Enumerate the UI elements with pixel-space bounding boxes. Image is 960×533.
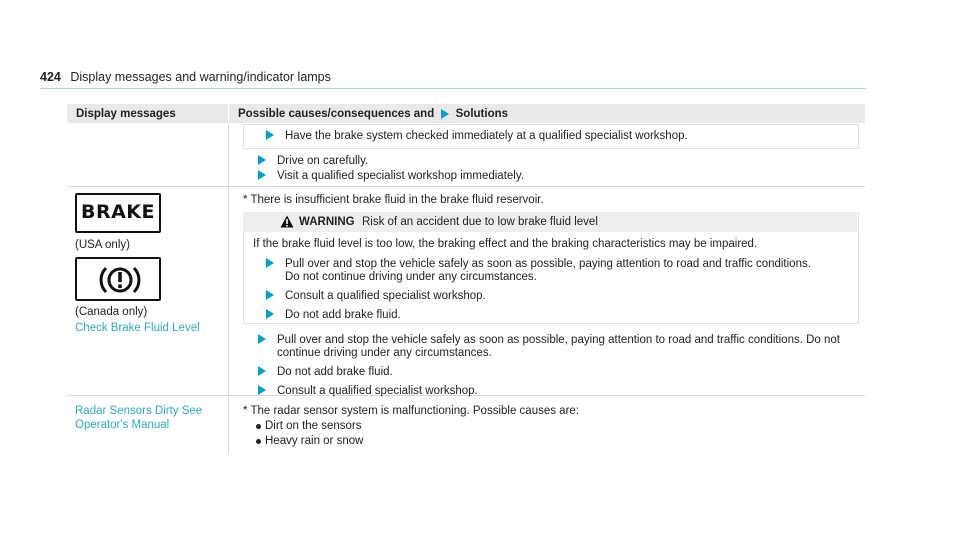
warning-label: WARNING [299,216,355,228]
row-divider [67,186,865,187]
step-text: Pull over and stop the vehicle safely as soon as possible, paying attention to road and traffic conditions. Do not [277,334,840,346]
bullet-icon [256,439,261,444]
step-text: Drive on carefully. [277,155,369,167]
arrow-icon [258,170,266,180]
arrow-icon [266,309,274,319]
header-divider [228,104,229,123]
page-header [40,70,331,84]
canada-only-label: (Canada only) [75,306,148,318]
page-title: Display messages and warning/indicator lamps [70,70,331,84]
col-header-causes-solutions: Possible causes/consequences and Solutions [238,108,509,120]
arrow-icon [258,366,266,376]
bullet-icon [256,424,261,429]
bullet-text: Dirt on the sensors [265,420,362,432]
arrow-icon [258,385,266,395]
col-header-display-messages: Display messages [76,108,176,120]
step-text: Pull over and stop the vehicle safely as soon as possible, paying attention to road and traffic conditions. [285,258,811,270]
bullet-text: Heavy rain or snow [265,435,364,447]
header-rule [40,88,866,89]
arrow-icon [441,109,449,119]
brake-icon-label: BRAKE [80,201,156,223]
arrow-icon [258,334,266,344]
step-text: Do not add brake fluid. [285,309,401,321]
table-header [67,104,865,123]
arrow-icon [266,258,274,268]
usa-only-label: (USA only) [75,239,130,251]
step-text: Do not add brake fluid. [277,366,393,378]
message-radar-sensors-dirty-continued[interactable]: Operator's Manual [75,419,170,431]
brake-fluid-warning-icon [75,257,161,301]
warning-triangle-icon [280,215,294,228]
arrow-icon [258,155,266,165]
arrow-icon [266,130,274,140]
step-text: Consult a qualified specialist workshop. [285,290,486,302]
step-text: Visit a qualified specialist workshop immediately. [277,170,524,182]
step-text: Consult a qualified specialist workshop. [277,385,478,397]
cause-text: * There is insufficient brake fluid in the brake fluid reservoir. [243,194,544,206]
message-radar-sensors-dirty[interactable]: Radar Sensors Dirty See [75,405,203,417]
step-text-continued: continue driving under any circumstances. [277,347,492,359]
page-number: 424 [40,70,61,84]
step-text: Have the brake system checked immediately at a qualified specialist workshop. [285,130,688,142]
column-divider [228,123,229,453]
warning-text: If the brake fluid level is too low, the braking effect and the braking characteristics may be impaired. [253,238,758,250]
cause-text: * The radar sensor system is malfunctioning. Possible causes are: [243,405,579,417]
message-check-brake-fluid[interactable]: Check Brake Fluid Level [75,322,200,334]
step-text-continued: Do not continue driving under any circumstances. [285,271,537,283]
arrow-icon [266,290,274,300]
warning-header [243,212,857,232]
brake-warning-icon [75,193,161,233]
warning-title: Risk of an accident due to low brake fluid level [362,216,598,228]
